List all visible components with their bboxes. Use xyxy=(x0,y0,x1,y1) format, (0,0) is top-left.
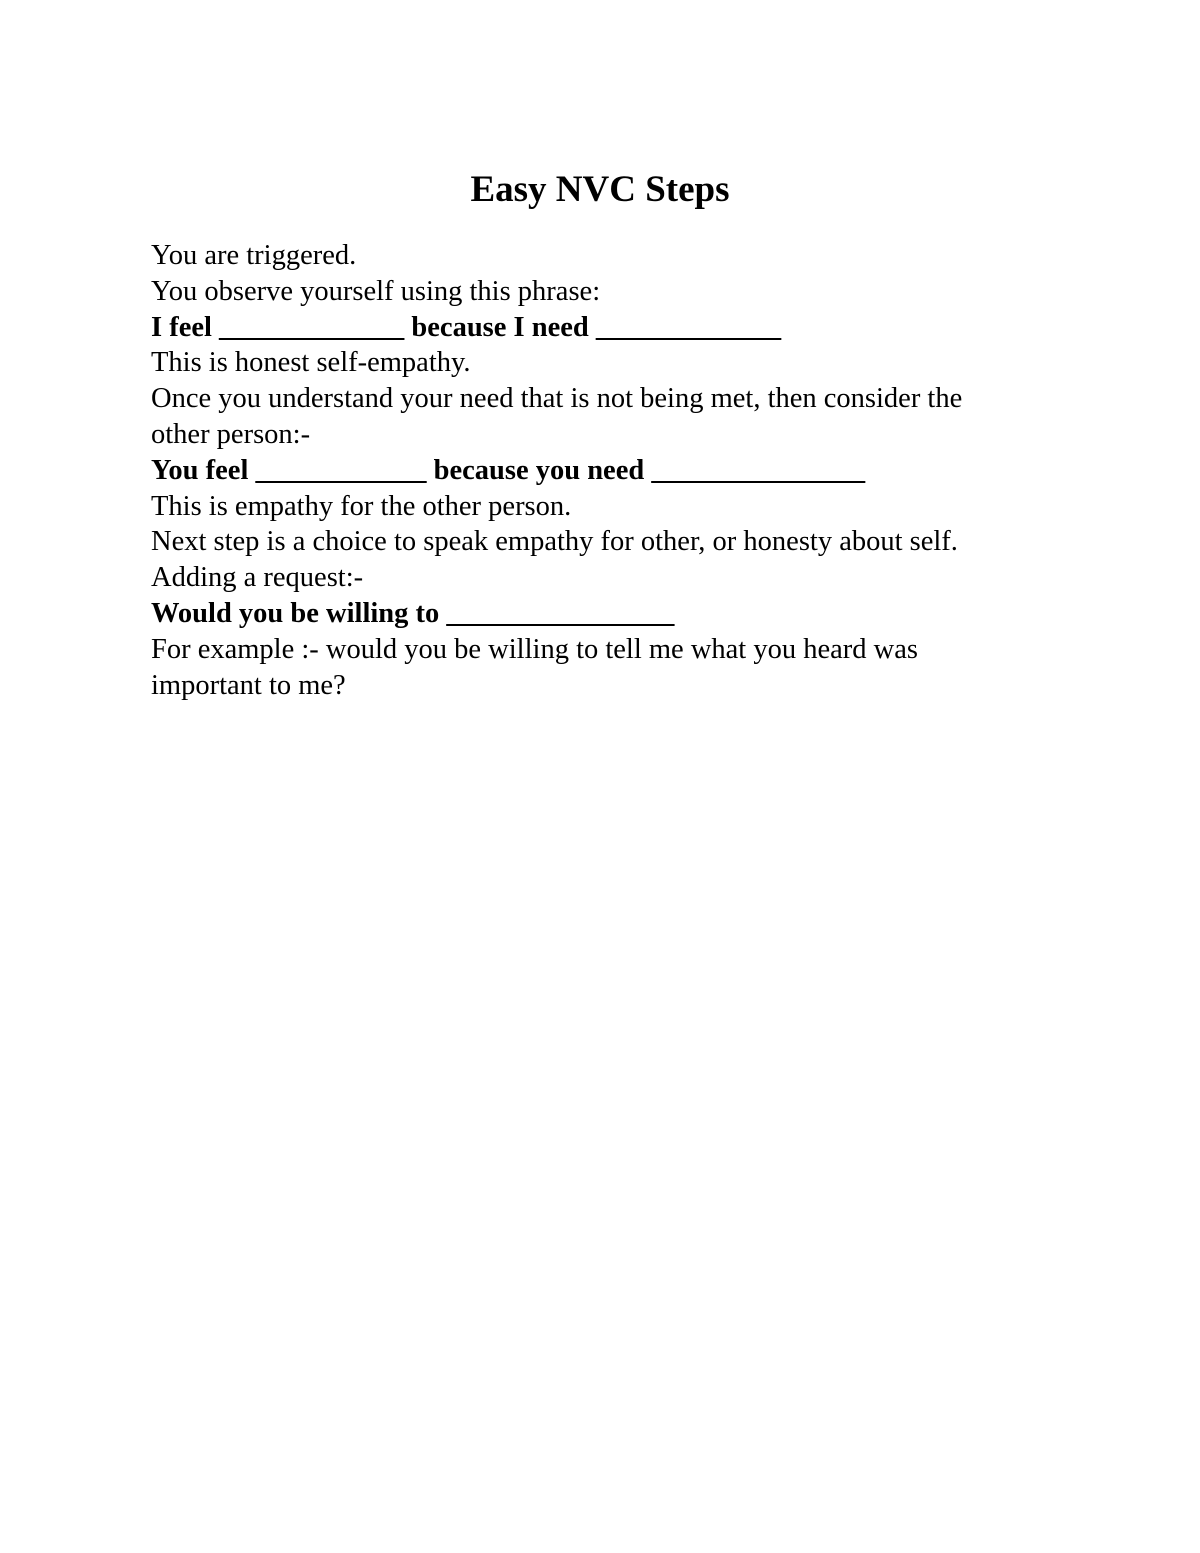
text-line: You observe yourself using this phrase: xyxy=(151,275,601,307)
other-empathy-phrase: You feel ____________ because you need _______________ xyxy=(151,454,866,486)
document-body xyxy=(151,238,1031,703)
text-line: This is honest self-empathy. xyxy=(151,347,471,379)
text-line: important to me? xyxy=(151,669,346,701)
page-title: Easy NVC Steps xyxy=(470,169,730,210)
self-empathy-phrase: I feel _____________ because I need _____________ xyxy=(151,311,782,343)
text-line: other person:- xyxy=(151,418,311,450)
request-phrase: Would you be willing to ________________ xyxy=(151,597,675,629)
text-line: This is empathy for the other person. xyxy=(151,490,572,522)
text-line: Adding a request:- xyxy=(151,562,364,594)
text-line: For example :- would you be willing to tell me what you heard was xyxy=(151,633,918,665)
text-line: Once you understand your need that is not being met, then consider the xyxy=(151,383,963,415)
text-line: You are triggered. xyxy=(151,240,357,271)
text-line: Next step is a choice to speak empathy for other, or honesty about self. xyxy=(151,526,958,558)
